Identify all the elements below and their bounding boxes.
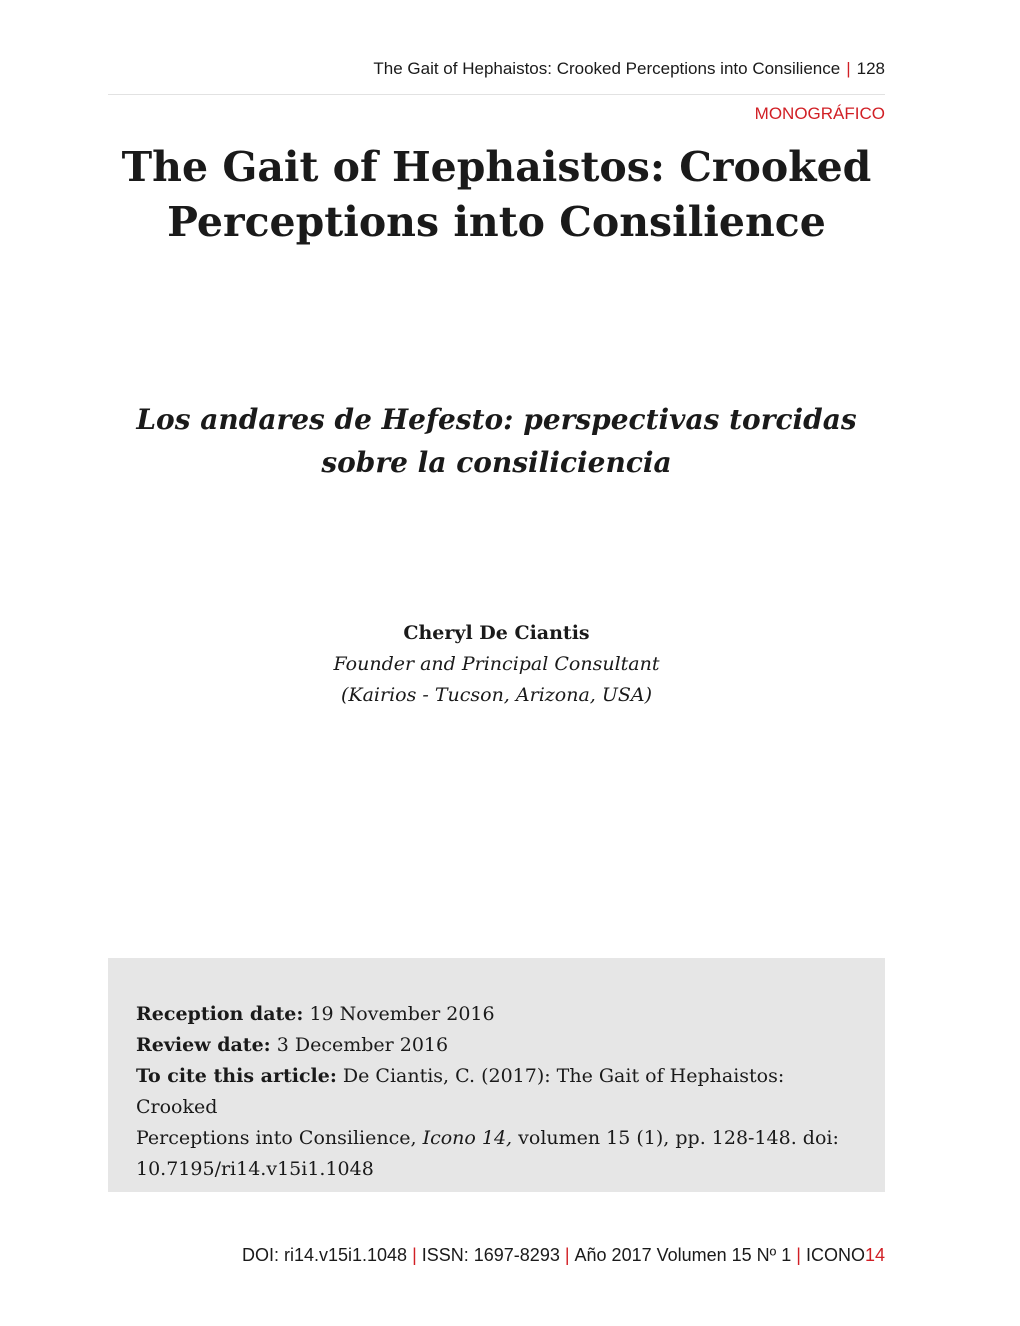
citation-text-3: volumen 15 (1), pp. 128-148. doi: xyxy=(518,1127,839,1149)
subtitle-line-2: sobre la consiliciencia xyxy=(321,446,672,479)
review-date-value: 3 December 2016 xyxy=(276,1034,449,1056)
reception-date xyxy=(136,999,858,1030)
article-subtitle xyxy=(100,398,893,484)
footer-issn: ISSN: 1697-8293 xyxy=(421,1245,560,1265)
reception-date-value: 19 November 2016 xyxy=(309,1003,495,1025)
author-role: Founder and Principal Consultant xyxy=(333,653,660,675)
footer-doi: DOI: ri14.v15i1.1048 xyxy=(241,1245,408,1265)
citation-doi: 10.7195/ri14.v15i1.1048 xyxy=(136,1158,374,1180)
journal-name-prefix: ICONO xyxy=(805,1245,865,1265)
article-title xyxy=(100,140,893,250)
reception-date-label: Reception date: xyxy=(136,1003,304,1025)
review-date-label: Review date: xyxy=(136,1034,271,1056)
section-label: MONOGRÁFICO xyxy=(754,104,885,123)
article-info-box xyxy=(108,958,885,1192)
header-divider xyxy=(108,94,885,95)
citation xyxy=(136,1061,858,1185)
review-date xyxy=(136,1030,858,1061)
title-line-1: The Gait of Hephaistos: Crooked xyxy=(121,143,872,191)
footer-separator: | xyxy=(564,1245,570,1265)
journal-name xyxy=(806,1245,885,1265)
article-info xyxy=(136,999,858,1185)
title-line-2: Perceptions into Consilience xyxy=(167,198,826,246)
author-block xyxy=(100,618,893,711)
footer-separator: | xyxy=(412,1245,417,1265)
citation-text-1: De Ciantis, C. (2017): The Gait of Hephaistos: Crooked xyxy=(136,1065,785,1118)
page-footer xyxy=(242,1245,885,1266)
header-separator: | xyxy=(846,59,851,78)
author-name: Cheryl De Ciantis xyxy=(403,622,590,644)
subtitle-line-1: Los andares de Hefesto: perspectivas torcidas xyxy=(136,403,857,436)
citation-text-2: Perceptions into Consilience, xyxy=(136,1127,417,1149)
citation-journal: Icono 14, xyxy=(422,1127,513,1149)
running-header xyxy=(373,59,885,79)
running-title: The Gait of Hephaistos: Crooked Perceptions into Consilience xyxy=(373,59,841,78)
journal-name-number: 14 xyxy=(864,1245,885,1265)
page-number: 128 xyxy=(856,59,885,78)
citation-label: To cite this article: xyxy=(136,1065,337,1087)
author-affiliation: (Kairios - Tucson, Arizona, USA) xyxy=(340,684,653,706)
footer-issue: Año 2017 Volumen 15 Nº 1 xyxy=(574,1245,792,1265)
footer-separator: | xyxy=(796,1245,801,1265)
